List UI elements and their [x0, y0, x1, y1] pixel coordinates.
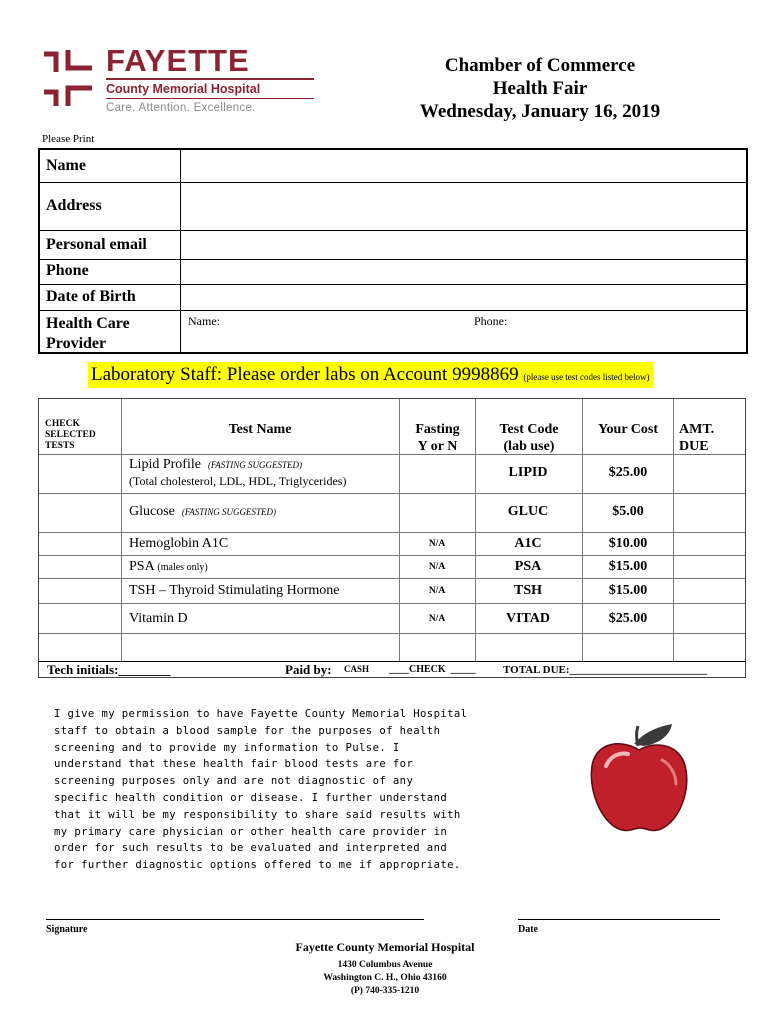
amt-due-header: AMT. DUE	[679, 422, 715, 454]
fasting-value: N/A	[428, 586, 446, 596]
logo-mark-icon	[42, 48, 98, 108]
email-label: Personal email	[46, 236, 147, 253]
lab-staff-banner	[88, 362, 653, 388]
phone-row	[40, 259, 746, 285]
check-header: CHECK SELECTED TESTS	[45, 419, 96, 451]
email-row	[40, 230, 746, 260]
name-row	[40, 150, 746, 183]
please-print-note: Please Print	[42, 133, 95, 145]
fasting-value: N/A	[428, 614, 446, 624]
lab-banner-text: Laboratory Staff: Please order labs on Account 9998869	[91, 364, 519, 385]
event-title	[390, 54, 690, 123]
patient-info-table	[38, 148, 748, 354]
paid-by-label: Paid by:	[285, 662, 332, 677]
cash-option[interactable]: CASH	[344, 664, 370, 674]
dob-row	[40, 284, 746, 311]
check-a1c[interactable]	[39, 533, 121, 555]
address-label: Address	[46, 197, 102, 214]
tech-initials[interactable]: Tech initials:________	[47, 662, 171, 677]
logo-subtitle: County Memorial Hospital	[106, 82, 261, 96]
test-cost: $15.00	[608, 559, 648, 574]
hospital-address	[235, 940, 535, 998]
cost-header: Your Cost	[597, 422, 659, 437]
fasting-value: N/A	[428, 539, 446, 549]
hospital-name: Fayette County Memorial Hospital	[295, 940, 475, 954]
provider-field[interactable]	[182, 330, 744, 352]
test-code-header: Test Code (lab use)	[499, 422, 559, 454]
email-field[interactable]	[182, 230, 744, 259]
test-code: VITAD	[505, 611, 551, 626]
phone-label: Phone	[46, 262, 89, 279]
test-name: Hemoglobin A1C	[129, 536, 229, 551]
signature-label: Signature	[46, 924, 88, 935]
lab-banner-note: (please use test codes listed below)	[523, 372, 650, 382]
check-vitad[interactable]	[39, 604, 121, 633]
test-name: TSH – Thyroid Stimulating Hormone	[129, 583, 340, 598]
street: 1430 Columbus Avenue	[337, 960, 433, 970]
address-field[interactable]	[182, 182, 744, 230]
date-label: Date	[518, 924, 538, 935]
provider-name-label: Name:	[188, 314, 220, 328]
test-code: A1C	[514, 536, 542, 551]
test-detail: (Total cholesterol, LDL, HDL, Triglycerides)	[129, 474, 347, 488]
title-line: Health Fair	[492, 78, 588, 99]
title-line: Chamber of Commerce	[444, 55, 636, 76]
fasting-value: N/A	[428, 562, 446, 572]
payment-row	[39, 661, 745, 679]
test-cost: $25.00	[608, 465, 648, 480]
test-name: Glucose (FASTING SUGGESTED)	[129, 504, 276, 519]
fasting-header: Fasting Y or N	[415, 422, 460, 454]
hospital-logo	[42, 44, 282, 120]
dob-label: Date of Birth	[46, 288, 136, 305]
provider-row	[40, 310, 746, 354]
phone-number: (P) 740-335-1210	[350, 986, 420, 996]
apple-icon	[586, 716, 692, 836]
test-cost: $25.00	[608, 611, 648, 626]
tests-table	[38, 398, 746, 678]
signature-line[interactable]	[46, 919, 424, 920]
test-code: PSA	[514, 559, 542, 574]
test-cost: $15.00	[608, 583, 648, 598]
check-gluc[interactable]	[39, 494, 121, 532]
test-name: PSA (males only)	[129, 559, 208, 574]
consent-paragraph: I give my permission to have Fayette County Memorial Hospital staff to obtain a blood sample for the purposes of health screening and to provide my information to Pulse. I understand that these health fair blood tests are for screening purposes only and are not diagnostic of any specific health condition or disease. I further understand that it will be my responsibility to share said results with my primary care physician or other health care provider in order for such results to be evaluated and interpreted and for further diagnostic options offered to me if appropriate.	[54, 708, 468, 872]
phone-field[interactable]	[182, 259, 744, 284]
test-name: Lipid Profile (FASTING SUGGESTED)	[129, 457, 303, 472]
total-due[interactable]: TOTAL DUE:_________________________	[503, 664, 708, 676]
check-option[interactable]: ____CHECK _____	[389, 664, 476, 675]
test-code: LIPID	[508, 465, 548, 480]
test-cost: $10.00	[608, 536, 648, 551]
test-name-header: Test Name	[228, 422, 292, 437]
test-name: Vitamin D	[129, 611, 188, 626]
logo-divider	[106, 98, 314, 99]
logo-tagline: Care. Attention. Excellence.	[106, 102, 256, 114]
provider-label: Health Care Provider	[46, 315, 130, 352]
test-code: TSH	[513, 583, 542, 598]
city: Washington C. H., Ohio 43160	[323, 973, 447, 983]
logo-name: FAYETTE	[106, 43, 250, 78]
logo-divider	[106, 78, 314, 80]
date-line[interactable]	[518, 919, 720, 920]
test-code: GLUC	[507, 504, 549, 519]
dob-field[interactable]	[182, 284, 744, 310]
title-line: Wednesday, January 16, 2019	[419, 101, 661, 122]
check-psa[interactable]	[39, 556, 121, 578]
check-lipid[interactable]	[39, 455, 121, 493]
address-row	[40, 182, 746, 231]
name-label: Name	[46, 157, 86, 174]
name-field[interactable]	[182, 150, 744, 182]
check-tsh[interactable]	[39, 579, 121, 603]
provider-phone-label: Phone:	[474, 314, 508, 328]
test-cost: $5.00	[612, 504, 644, 519]
